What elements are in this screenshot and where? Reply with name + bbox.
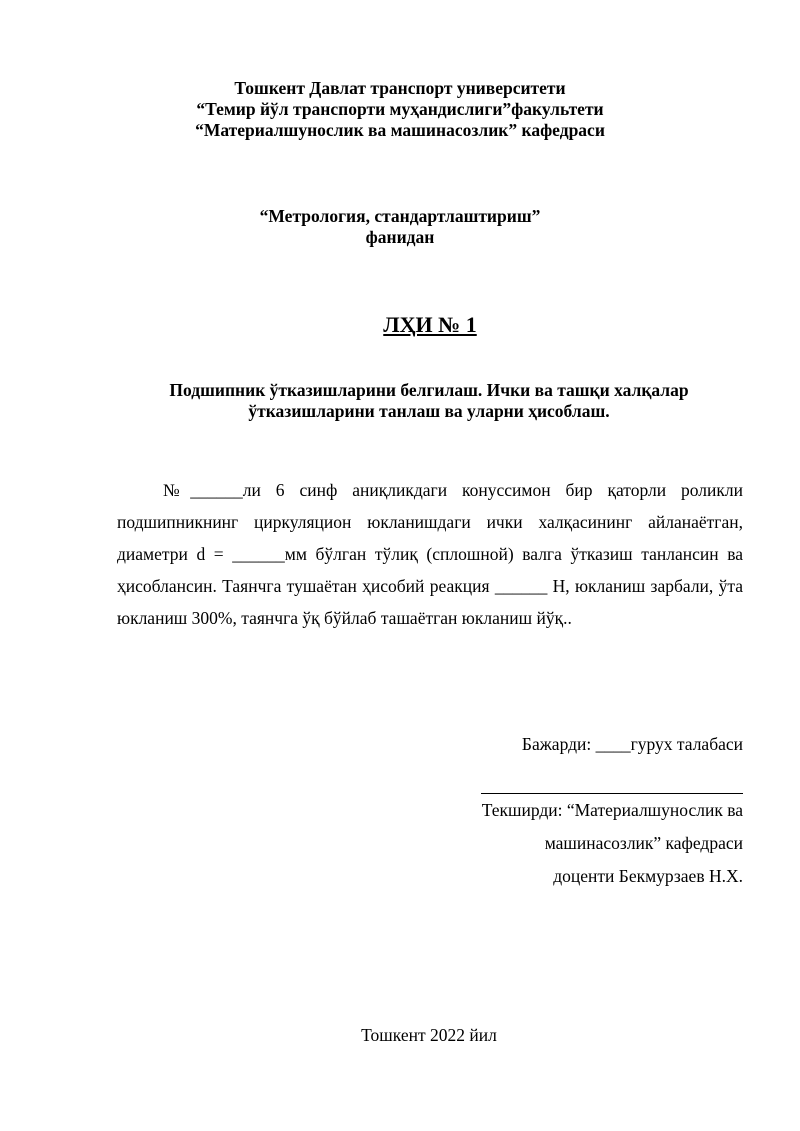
task-paragraph: №______ли 6 синф аниқликдаги конуссимон бир қаторли роликли подшипникнинг циркуляцион юкланишдаги ички халқасининг айланаётган, диаметри d = ______мм бўлган тўлиқ (сплошной) валга ўтказиш танлансин ва ҳисоблансин. Таянчга тушаётан ҳисобий реакция ______ Н, юкланиш зарбали, ўта юкланиш 300%, таянчга ўқ бўйлаб ташаётган юкланиш йўқ.. [117,480,743,628]
document-header [0,78,800,141]
checked-by-line: Текширди: “Материалшунослик ва [481,800,743,820]
signature-underline [481,773,743,794]
subject-suffix: фанидан [365,227,435,247]
lab-title: ЛҲИ № 1 [383,312,477,337]
subject-name: “Метрология, стандартлаштириш” [259,206,541,226]
topic-line-2: ўтказишларини танлаш ва уларни ҳисоблаш. [248,401,610,421]
university-name: Тошкент Давлат транспорт университети [234,78,566,98]
subject-block [0,206,800,248]
done-by-line: Бажарди: ____гурух талабаси [521,734,743,754]
topic-block [0,380,800,422]
checked-by-line-2: машинасозлик” кафедраси [544,833,743,853]
city-year-footer: Тошкент 2022 йил [361,1025,497,1045]
topic-line-1: Подшипник ўтказишларини белгилаш. Ички ва ташқи халқалар [169,380,689,400]
department-name: “Материалшунослик ва машинасозлик” кафедраси [195,120,605,140]
faculty-name: “Темир йўл транспорти муҳандислиги”факультети [196,99,604,119]
checked-by-line-3: доценти Бекмурзаев Н.Х. [553,866,743,886]
name-blank-line [400,761,743,794]
signature-block [400,728,743,893]
